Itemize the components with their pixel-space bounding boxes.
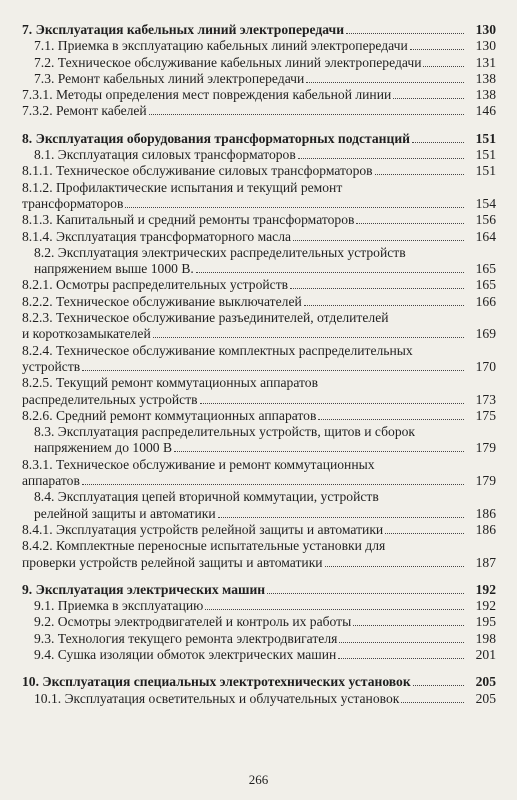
dot-leader bbox=[200, 400, 464, 404]
toc-entry-title: 9.3. Технология текущего ремонта электродвигателя bbox=[34, 630, 338, 646]
dot-leader bbox=[125, 204, 464, 208]
toc-entry[interactable] bbox=[22, 489, 496, 522]
toc-entry-title: 8.1.4. Эксплуатация трансформаторного масла bbox=[22, 228, 292, 244]
dot-leader bbox=[410, 46, 464, 50]
toc-entry-title: 8.1.3. Капитальный и средний ремонты трансформаторов bbox=[22, 212, 355, 228]
section-gap bbox=[22, 571, 496, 582]
dot-leader bbox=[218, 514, 464, 518]
toc-entry[interactable] bbox=[22, 310, 496, 343]
toc-entry-title: напряжением до 1000 В bbox=[34, 440, 173, 456]
toc-page-number: 173 bbox=[475, 391, 496, 407]
toc-page-number: 138 bbox=[475, 87, 496, 103]
toc-chapter[interactable] bbox=[22, 674, 496, 690]
toc-page-number: 195 bbox=[475, 614, 496, 630]
toc-entry-title: 8.4.2. Комплектные переносные испытательные установки для bbox=[22, 538, 386, 554]
dot-leader bbox=[318, 416, 464, 420]
dot-leader bbox=[346, 30, 464, 34]
dot-leader bbox=[82, 481, 464, 485]
toc-chapter[interactable] bbox=[22, 582, 496, 598]
toc-entry-title: 8.4. Эксплуатация цепей вторичной коммутации, устройств bbox=[34, 489, 379, 505]
toc-page-number: 192 bbox=[475, 581, 496, 597]
toc-page-number: 151 bbox=[475, 130, 496, 146]
toc-entry-title: 10. Эксплуатация специальных электротехнических установок bbox=[22, 674, 411, 690]
toc-page-number: 179 bbox=[475, 473, 496, 489]
toc-entry[interactable] bbox=[22, 538, 496, 571]
toc-entry[interactable] bbox=[22, 212, 496, 228]
toc-entry[interactable] bbox=[22, 180, 496, 213]
toc-page-number: 165 bbox=[475, 261, 496, 277]
toc-page-number: 187 bbox=[475, 554, 496, 570]
toc-entry-title: трансформаторов bbox=[22, 195, 124, 211]
toc-page-number: 170 bbox=[475, 358, 496, 374]
toc-entry[interactable] bbox=[22, 277, 496, 293]
toc-entry-title: 8.2.2. Техническое обслуживание выключателей bbox=[22, 293, 302, 309]
toc-entry-title: распределительных устройств bbox=[22, 391, 198, 407]
toc-entry[interactable] bbox=[22, 598, 496, 614]
toc-entry-title: проверки устройств релейной защиты и автоматики bbox=[22, 554, 323, 570]
toc-page-number: 192 bbox=[475, 598, 496, 614]
toc-entry[interactable] bbox=[22, 457, 496, 490]
toc-page-number: 130 bbox=[475, 22, 496, 37]
dot-leader bbox=[393, 95, 464, 99]
toc-entry-title: 8.2.3. Техническое обслуживание разъединителей, отделителей bbox=[22, 310, 389, 326]
toc-entry-title: релейной защиты и автоматики bbox=[34, 505, 216, 521]
dot-leader bbox=[325, 563, 464, 567]
dot-leader bbox=[290, 285, 464, 289]
dot-leader bbox=[385, 530, 464, 534]
toc-entry[interactable] bbox=[22, 691, 496, 707]
toc-page-number: 146 bbox=[475, 103, 496, 119]
toc-entry-title: 8.2.4. Техническое обслуживание комплектных распределительных bbox=[22, 342, 413, 358]
toc-page-number: 154 bbox=[475, 195, 496, 211]
toc-entry-title: 8. Эксплуатация оборудования трансформаторных подстанций bbox=[22, 130, 411, 146]
toc-entry[interactable] bbox=[22, 614, 496, 630]
toc-entry-title: 7.2. Техническое обслуживание кабельных линий электропередачи bbox=[34, 54, 422, 70]
toc-page-number: 205 bbox=[475, 690, 496, 706]
toc-entry[interactable] bbox=[22, 147, 496, 163]
dot-leader bbox=[293, 237, 464, 241]
toc-page-number: 156 bbox=[475, 212, 496, 228]
toc-page-number: 166 bbox=[475, 293, 496, 309]
dot-leader bbox=[267, 590, 464, 594]
toc-entry-title: 8.4.1. Эксплуатация устройств релейной защиты и автоматики bbox=[22, 521, 384, 537]
toc-page-number: 175 bbox=[475, 407, 496, 423]
toc-entry[interactable] bbox=[22, 103, 496, 119]
dot-leader bbox=[413, 682, 464, 686]
toc-entry-title: 9.4. Сушка изоляции обмоток электрических машин bbox=[34, 646, 337, 662]
toc-entry-title: аппаратов bbox=[22, 473, 80, 489]
toc-entry[interactable] bbox=[22, 38, 496, 54]
table-of-contents bbox=[22, 22, 496, 707]
dot-leader bbox=[423, 63, 464, 67]
toc-entry[interactable] bbox=[22, 229, 496, 245]
toc-entry[interactable] bbox=[22, 631, 496, 647]
toc-page-number: 186 bbox=[475, 521, 496, 537]
page-number: 266 bbox=[248, 772, 269, 787]
dot-leader bbox=[338, 655, 464, 659]
toc-page-number: 130 bbox=[475, 38, 496, 54]
section-gap bbox=[22, 120, 496, 131]
toc-entry-title: 9.1. Приемка в эксплуатацию bbox=[34, 598, 204, 614]
toc-entry-title: 8.1.1. Техническое обслуживание силовых трансформаторов bbox=[22, 163, 373, 179]
toc-chapter[interactable] bbox=[22, 131, 496, 147]
toc-entry[interactable] bbox=[22, 522, 496, 538]
toc-page-number: 151 bbox=[475, 163, 496, 179]
toc-entry-title: 7. Эксплуатация кабельных линий электропередачи bbox=[22, 22, 345, 37]
toc-page-number: 165 bbox=[475, 277, 496, 293]
dot-leader bbox=[375, 171, 464, 175]
toc-page-number: 151 bbox=[475, 147, 496, 163]
toc-entry[interactable] bbox=[22, 647, 496, 663]
toc-entry[interactable] bbox=[22, 163, 496, 179]
toc-entry-title: 8.1. Эксплуатация силовых трансформаторов bbox=[34, 147, 296, 163]
toc-page-number: 201 bbox=[475, 646, 496, 662]
toc-entry-title: 9. Эксплуатация электрических машин bbox=[22, 581, 266, 597]
toc-page-number: 205 bbox=[475, 674, 496, 690]
dot-leader bbox=[339, 639, 464, 643]
toc-entry[interactable] bbox=[22, 71, 496, 87]
toc-entry[interactable] bbox=[22, 424, 496, 457]
toc-page-number: 198 bbox=[475, 630, 496, 646]
toc-entry-title: 8.3. Эксплуатация распределительных устройств, щитов и сборок bbox=[34, 424, 416, 440]
toc-page-number: 131 bbox=[475, 54, 496, 70]
dot-leader bbox=[153, 334, 464, 338]
toc-entry[interactable] bbox=[22, 87, 496, 103]
dot-leader bbox=[196, 269, 464, 273]
toc-entry-title: 8.2. Эксплуатация электрических распределительных устройств bbox=[34, 244, 406, 260]
dot-leader bbox=[82, 367, 464, 371]
dot-leader bbox=[412, 139, 464, 143]
section-gap bbox=[22, 663, 496, 674]
toc-entry-title: устройств bbox=[22, 358, 81, 374]
toc-entry-title: 8.1.2. Профилактические испытания и текущий ремонт bbox=[22, 179, 343, 195]
toc-entry[interactable] bbox=[22, 245, 496, 278]
toc-entry[interactable] bbox=[22, 375, 496, 408]
dot-leader bbox=[401, 699, 464, 703]
toc-entry-title: напряжением выше 1000 В. bbox=[34, 261, 194, 277]
toc-entry-title: 8.2.5. Текущий ремонт коммутационных аппаратов bbox=[22, 375, 318, 391]
toc-entry-title: 8.3.1. Техническое обслуживание и ремонт коммутационных bbox=[22, 456, 375, 472]
toc-page-number: 138 bbox=[475, 70, 496, 86]
toc-entry-title: 9.2. Осмотры электродвигателей и контроль их работы bbox=[34, 614, 352, 630]
toc-entry-title: 8.2.1. Осмотры распределительных устройств bbox=[22, 277, 289, 293]
toc-entry-title: 7.3.1. Методы определения мест повреждения кабельной линии bbox=[22, 87, 392, 103]
toc-page-number: 186 bbox=[475, 505, 496, 521]
toc-entry-title: 7.1. Приемка в эксплуатацию кабельных линий электропередачи bbox=[34, 38, 408, 54]
dot-leader bbox=[304, 302, 464, 306]
toc-page-number: 179 bbox=[475, 440, 496, 456]
toc-page-number: 169 bbox=[475, 326, 496, 342]
toc-entry[interactable] bbox=[22, 343, 496, 376]
toc-entry-title: 8.2.6. Средний ремонт коммутационных аппаратов bbox=[22, 407, 317, 423]
toc-entry-title: 10.1. Эксплуатация осветительных и облучательных установок bbox=[34, 690, 400, 706]
toc-entry[interactable] bbox=[22, 294, 496, 310]
dot-leader bbox=[353, 622, 464, 626]
dot-leader bbox=[205, 606, 464, 610]
dot-leader bbox=[174, 448, 464, 452]
toc-entry-title: и короткозамыкателей bbox=[22, 326, 151, 342]
dot-leader bbox=[356, 220, 464, 224]
toc-entry[interactable] bbox=[22, 55, 496, 71]
toc-page-number: 164 bbox=[475, 228, 496, 244]
toc-entry-title: 7.3. Ремонт кабельных линий электропередачи bbox=[34, 70, 305, 86]
toc-entry[interactable] bbox=[22, 408, 496, 424]
toc-chapter[interactable] bbox=[22, 22, 496, 38]
dot-leader bbox=[149, 111, 464, 115]
dot-leader bbox=[306, 79, 464, 83]
dot-leader bbox=[298, 155, 464, 159]
toc-entry-title: 7.3.2. Ремонт кабелей bbox=[22, 103, 147, 119]
